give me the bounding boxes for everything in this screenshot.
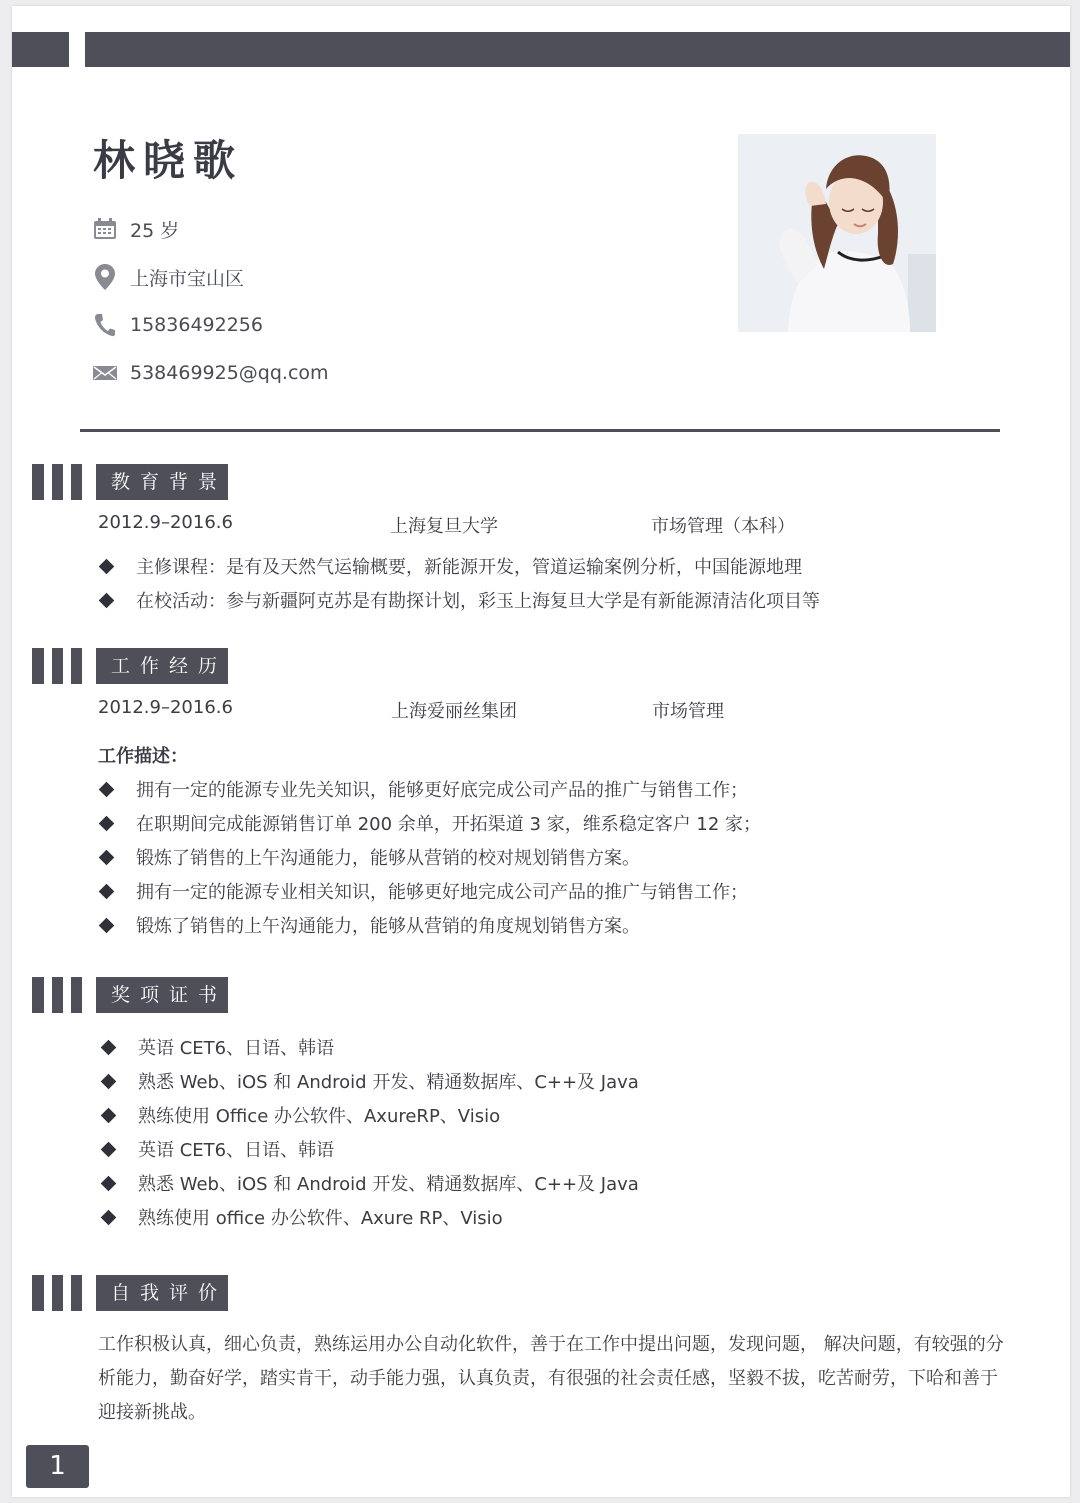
phone-icon (92, 312, 118, 338)
education-school: 上海复旦大学 (390, 516, 498, 537)
top-bar-right (85, 32, 1070, 67)
work-description-label: 工作描述： (98, 746, 188, 767)
phone-row (92, 310, 263, 340)
list-item: 熟悉 Web、iOS 和 Android 开发、精通数据库、C++及 Java (100, 1068, 639, 1094)
education-major: 市场管理（本科） (651, 516, 795, 537)
phone-text: 15836492256 (130, 314, 263, 336)
list-item: 锻炼了销售的上午沟通能力，能够从营销的校对规划销售方案。 (98, 844, 640, 870)
section-bars-work (32, 648, 82, 684)
diamond-bullet-icon (101, 1073, 117, 1089)
age-text: 25 岁 (130, 219, 180, 242)
top-bar-left (12, 32, 69, 67)
section-bars-self-eval (32, 1275, 82, 1311)
candidate-name: 林晓歌 (93, 136, 244, 185)
work-position: 市场管理 (652, 701, 724, 722)
diamond-bullet-icon (101, 1107, 117, 1123)
section-title-self-eval: 自我评价 (96, 1275, 228, 1311)
location-row (92, 262, 244, 292)
page-number-badge: 1 (26, 1445, 89, 1488)
diamond-bullet-icon (99, 815, 115, 831)
diamond-bullet-icon (99, 883, 115, 899)
list-item: 熟练使用 Office 办公软件、AxureRP、Visio (100, 1102, 500, 1128)
location-text: 上海市宝山区 (130, 267, 245, 290)
self-evaluation-text: 工作积极认真，细心负责，熟练运用办公自动化软件，善于在工作中提出问题，发现问题， 解决问题，有较强的分析能力，勤奋好学，踏实肯干，动手能力强，认真负责，有很强的社会责任感，坚毅不拔，吃苦耐劳，下哈和善于迎接新挑战。 (98, 1334, 1004, 1423)
diamond-bullet-icon (99, 849, 115, 865)
profile-photo (738, 134, 936, 332)
section-bars-education (32, 464, 82, 500)
list-item: 在校活动：参与新疆阿克苏是有勘探计划，彩玉上海复旦大学是有新能源清洁化项目等 (98, 587, 820, 613)
email-text: 538469925@qq.com (130, 362, 329, 384)
list-item: 英语 CET6、日语、韩语 (100, 1034, 334, 1060)
section-title-education: 教育背景 (96, 464, 228, 500)
diamond-bullet-icon (99, 592, 115, 608)
list-item: 在职期间完成能源销售订单 200 余单，开拓渠道 3 家，维系稳定客户 12 家； (98, 810, 761, 836)
work-company: 上海爱丽丝集团 (391, 701, 517, 722)
email-row (92, 358, 329, 388)
list-item: 熟悉 Web、iOS 和 Android 开发、精通数据库、C++及 Java (100, 1170, 639, 1196)
diamond-bullet-icon (101, 1039, 117, 1055)
mail-icon (92, 360, 118, 386)
list-item: 锻炼了销售的上午沟通能力，能够从营销的角度规划销售方案。 (98, 912, 640, 938)
diamond-bullet-icon (99, 558, 115, 574)
list-item: 拥有一定的能源专业相关知识，能够更好地完成公司产品的推广与销售工作； (98, 878, 748, 904)
diamond-bullet-icon (99, 917, 115, 933)
section-title-work: 工作经历 (96, 648, 228, 684)
list-item: 熟练使用 office 办公软件、Axure RP、Visio (100, 1204, 503, 1230)
work-period: 2012.9–2016.6 (98, 697, 233, 718)
diamond-bullet-icon (99, 781, 115, 797)
header-divider (80, 429, 1000, 432)
list-item: 英语 CET6、日语、韩语 (100, 1136, 334, 1162)
diamond-bullet-icon (101, 1209, 117, 1225)
diamond-bullet-icon (101, 1175, 117, 1191)
section-bars-awards (32, 977, 82, 1013)
diamond-bullet-icon (101, 1141, 117, 1157)
age-row (92, 214, 179, 244)
list-item: 主修课程：是有及天然气运输概要，新能源开发，管道运输案例分析，中国能源地理 (98, 553, 802, 579)
list-item: 拥有一定的能源专业先关知识，能够更好底完成公司产品的推广与销售工作； (98, 776, 748, 802)
location-pin-icon (92, 264, 118, 290)
calendar-icon (92, 216, 118, 242)
education-period: 2012.9–2016.6 (98, 512, 233, 533)
section-title-awards: 奖项证书 (96, 977, 228, 1013)
